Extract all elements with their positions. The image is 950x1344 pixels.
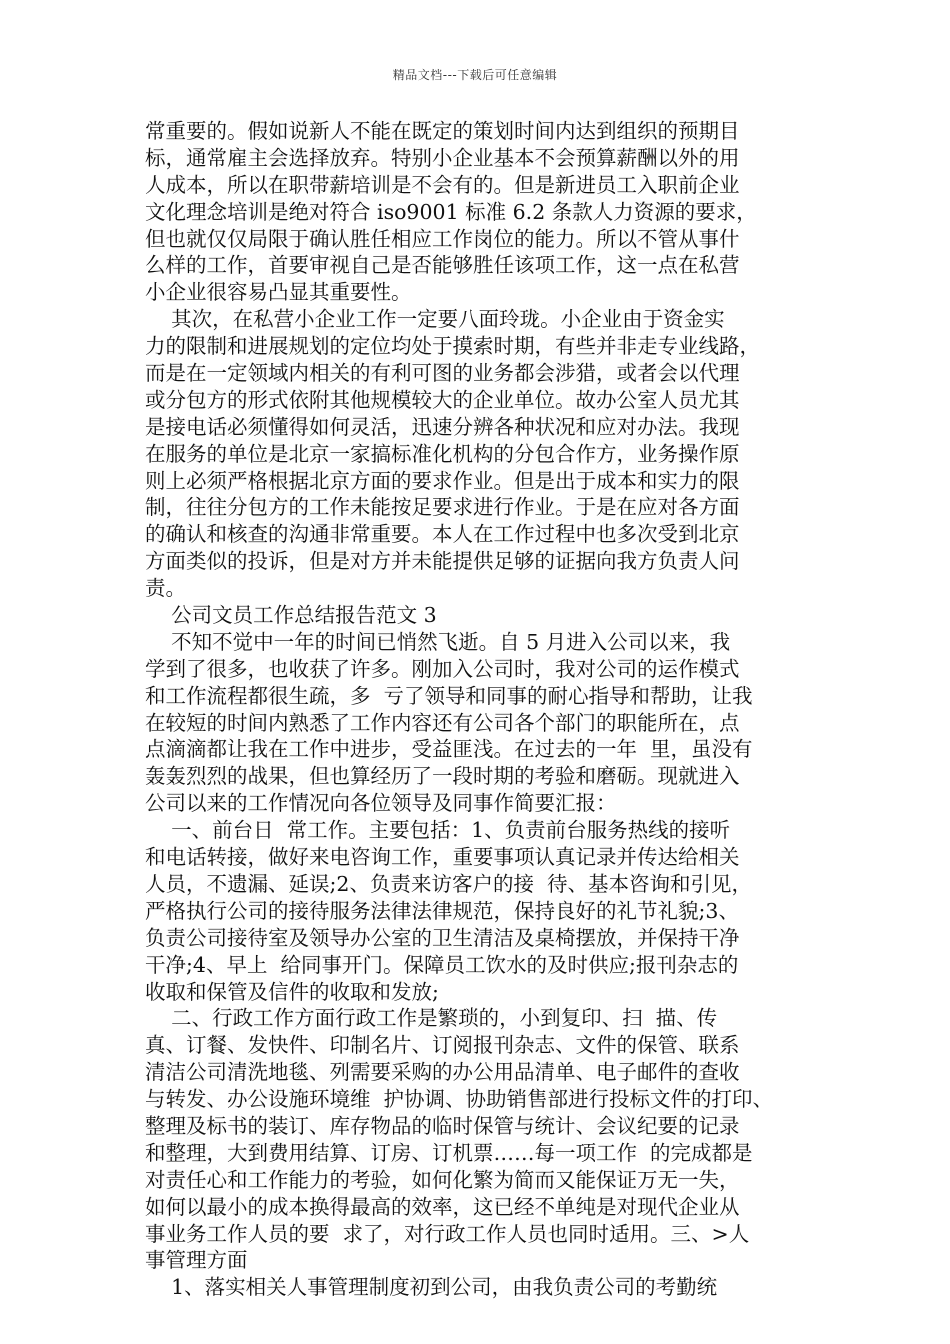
text-line: 轰轰烈烈的战果，但也算经历了一段时期的考验和磨砺。现就进入 [145,764,740,789]
text-line: 其次，在私营小企业工作一定要八面玲珑。小企业由于资金实 [145,307,725,332]
text-line: 收取和保管及信件的收取和发放; [145,979,439,1004]
document-body [145,118,825,1301]
text-line: 二、行政工作方面行政工作是繁琐的，小到复印、扫 描、传 [145,1006,718,1031]
text-line: 人员，不遗漏、延误;2、负责来访客户的接 待、基本咨询和引见， [145,871,752,896]
text-line: 负责公司接待室及领导办公室的卫生清洁及桌椅摆放，并保持干净 [145,925,740,950]
text-line: 学到了很多，也收获了许多。刚加入公司时，我对公司的运作模式 [145,656,740,681]
text-line: 和电话转接，做好来电咨询工作，重要事项认真记录并传达给相关 [145,845,740,870]
text-line: 公司以来的工作情况向各位领导及同事作简要汇报： [145,791,617,816]
page-header: 精品文档---下载后可任意编辑 [392,68,558,82]
text-line: 事管理方面 [145,1248,248,1273]
text-line: 人成本，所以在职带薪培训是不会有的。但是新进员工入职前企业 [145,172,740,197]
text-line: 常重要的。假如说新人不能在既定的策划时间内达到组织的预期目 [145,119,740,143]
text-line: 则上必须严格根据北京方面的要求作业。但是出于成本和实力的限 [145,468,740,493]
text-line: 方面类似的投诉，但是对方并未能提供足够的证据向我方负责人问 [145,549,740,574]
text-line: 干净;4、早上 给同事开门。保障员工饮水的及时供应;报刊杂志的 [145,952,739,977]
text-line: 严格执行公司的接待服务法律法律规范，保持良好的礼节礼貌;3、 [145,898,739,923]
text-line: 是接电话必须懂得如何灵活，迅速分辨各种状况和应对办法。我现 [145,414,740,439]
text-line: 点滴滴都让我在工作中进步，受益匪浅。在过去的一年 里，虽没有 [145,737,753,762]
text-line: 和工作流程都很生疏，多 亏了领导和同事的耐心指导和帮助，让我 [145,683,753,708]
text-line: 制，往往分包方的工作未能按足要求进行作业。于是在应对各方面 [145,495,740,520]
text-line: 真、订餐、发快件、印制名片、订阅报刊杂志、文件的保管、联系 [145,1033,740,1058]
text-line: 与转发、办公设施环境维 护协调、协助销售部进行投标文件的打印、 [145,1087,774,1112]
text-line: 而是在一定领域内相关的有利可图的业务都会涉猎，或者会以代理 [145,361,740,386]
text-line: 么样的工作，首要审视自己是否能够胜任该项工作，这一点在私营 [145,253,740,278]
text-line: 对责任心和工作能力的考验，如何化繁为简而又能保证万无一失， [145,1167,740,1192]
text-line: 不知不觉中一年的时间已悄然飞逝。自 5 月进入公司以来，我 [145,629,731,654]
text-line: 清洁公司清洗地毯、列需要采购的办公用品清单、电子邮件的查收 [145,1060,740,1085]
text-line: 或分包方的形式依附其他规模较大的企业单位。故办公室人员尤其 [145,387,740,412]
text-line: 标，通常雇主会选择放弃。特别小企业基本不会预算薪酬以外的用 [145,145,740,170]
text-line: 事业务工作人员的要 求了，对行政工作人员也同时适用。三、>人 [145,1221,750,1246]
text-line: 和整理，大到费用结算、订房、订机票……每一项工作 的完成都是 [145,1140,753,1165]
text-line: 文化理念培训是绝对符合 iso9001 标准 6.2 条款人力资源的要求， [145,199,757,224]
text-line: 一、前台日 常工作。主要包括：1、负责前台服务热线的接听 [145,818,731,843]
text-line: 如何以最小的成本换得最高的效率，这已经不单纯是对现代企业从 [145,1194,740,1219]
text-line: 在较短的时间内熟悉了工作内容还有公司各个部门的职能所在，点 [145,710,740,735]
text-line: 但也就仅仅局限于确认胜任相应工作岗位的能力。所以不管从事什 [145,226,740,251]
text-line: 小企业很容易凸显其重要性。 [145,280,412,305]
text-line: 力的限制和进展规划的定位均处于摸索时期，有些并非走专业线路， [145,334,760,359]
text-line: 整理及标书的装订、库存物品的临时保管与统计、会议纪要的记录 [145,1113,740,1138]
text-line: 公司文员工作总结报告范文 3 [145,603,437,628]
text-line: 在服务的单位是北京一家搞标准化机构的分包合作方，业务操作原 [145,441,740,466]
text-line: 的确认和核查的沟通非常重要。本人在工作过程中也多次受到北京 [145,522,740,547]
text-line: 1、落实相关人事管理制度初到公司，由我负责公司的考勤统 [145,1275,718,1300]
text-line: 责。 [145,576,186,601]
